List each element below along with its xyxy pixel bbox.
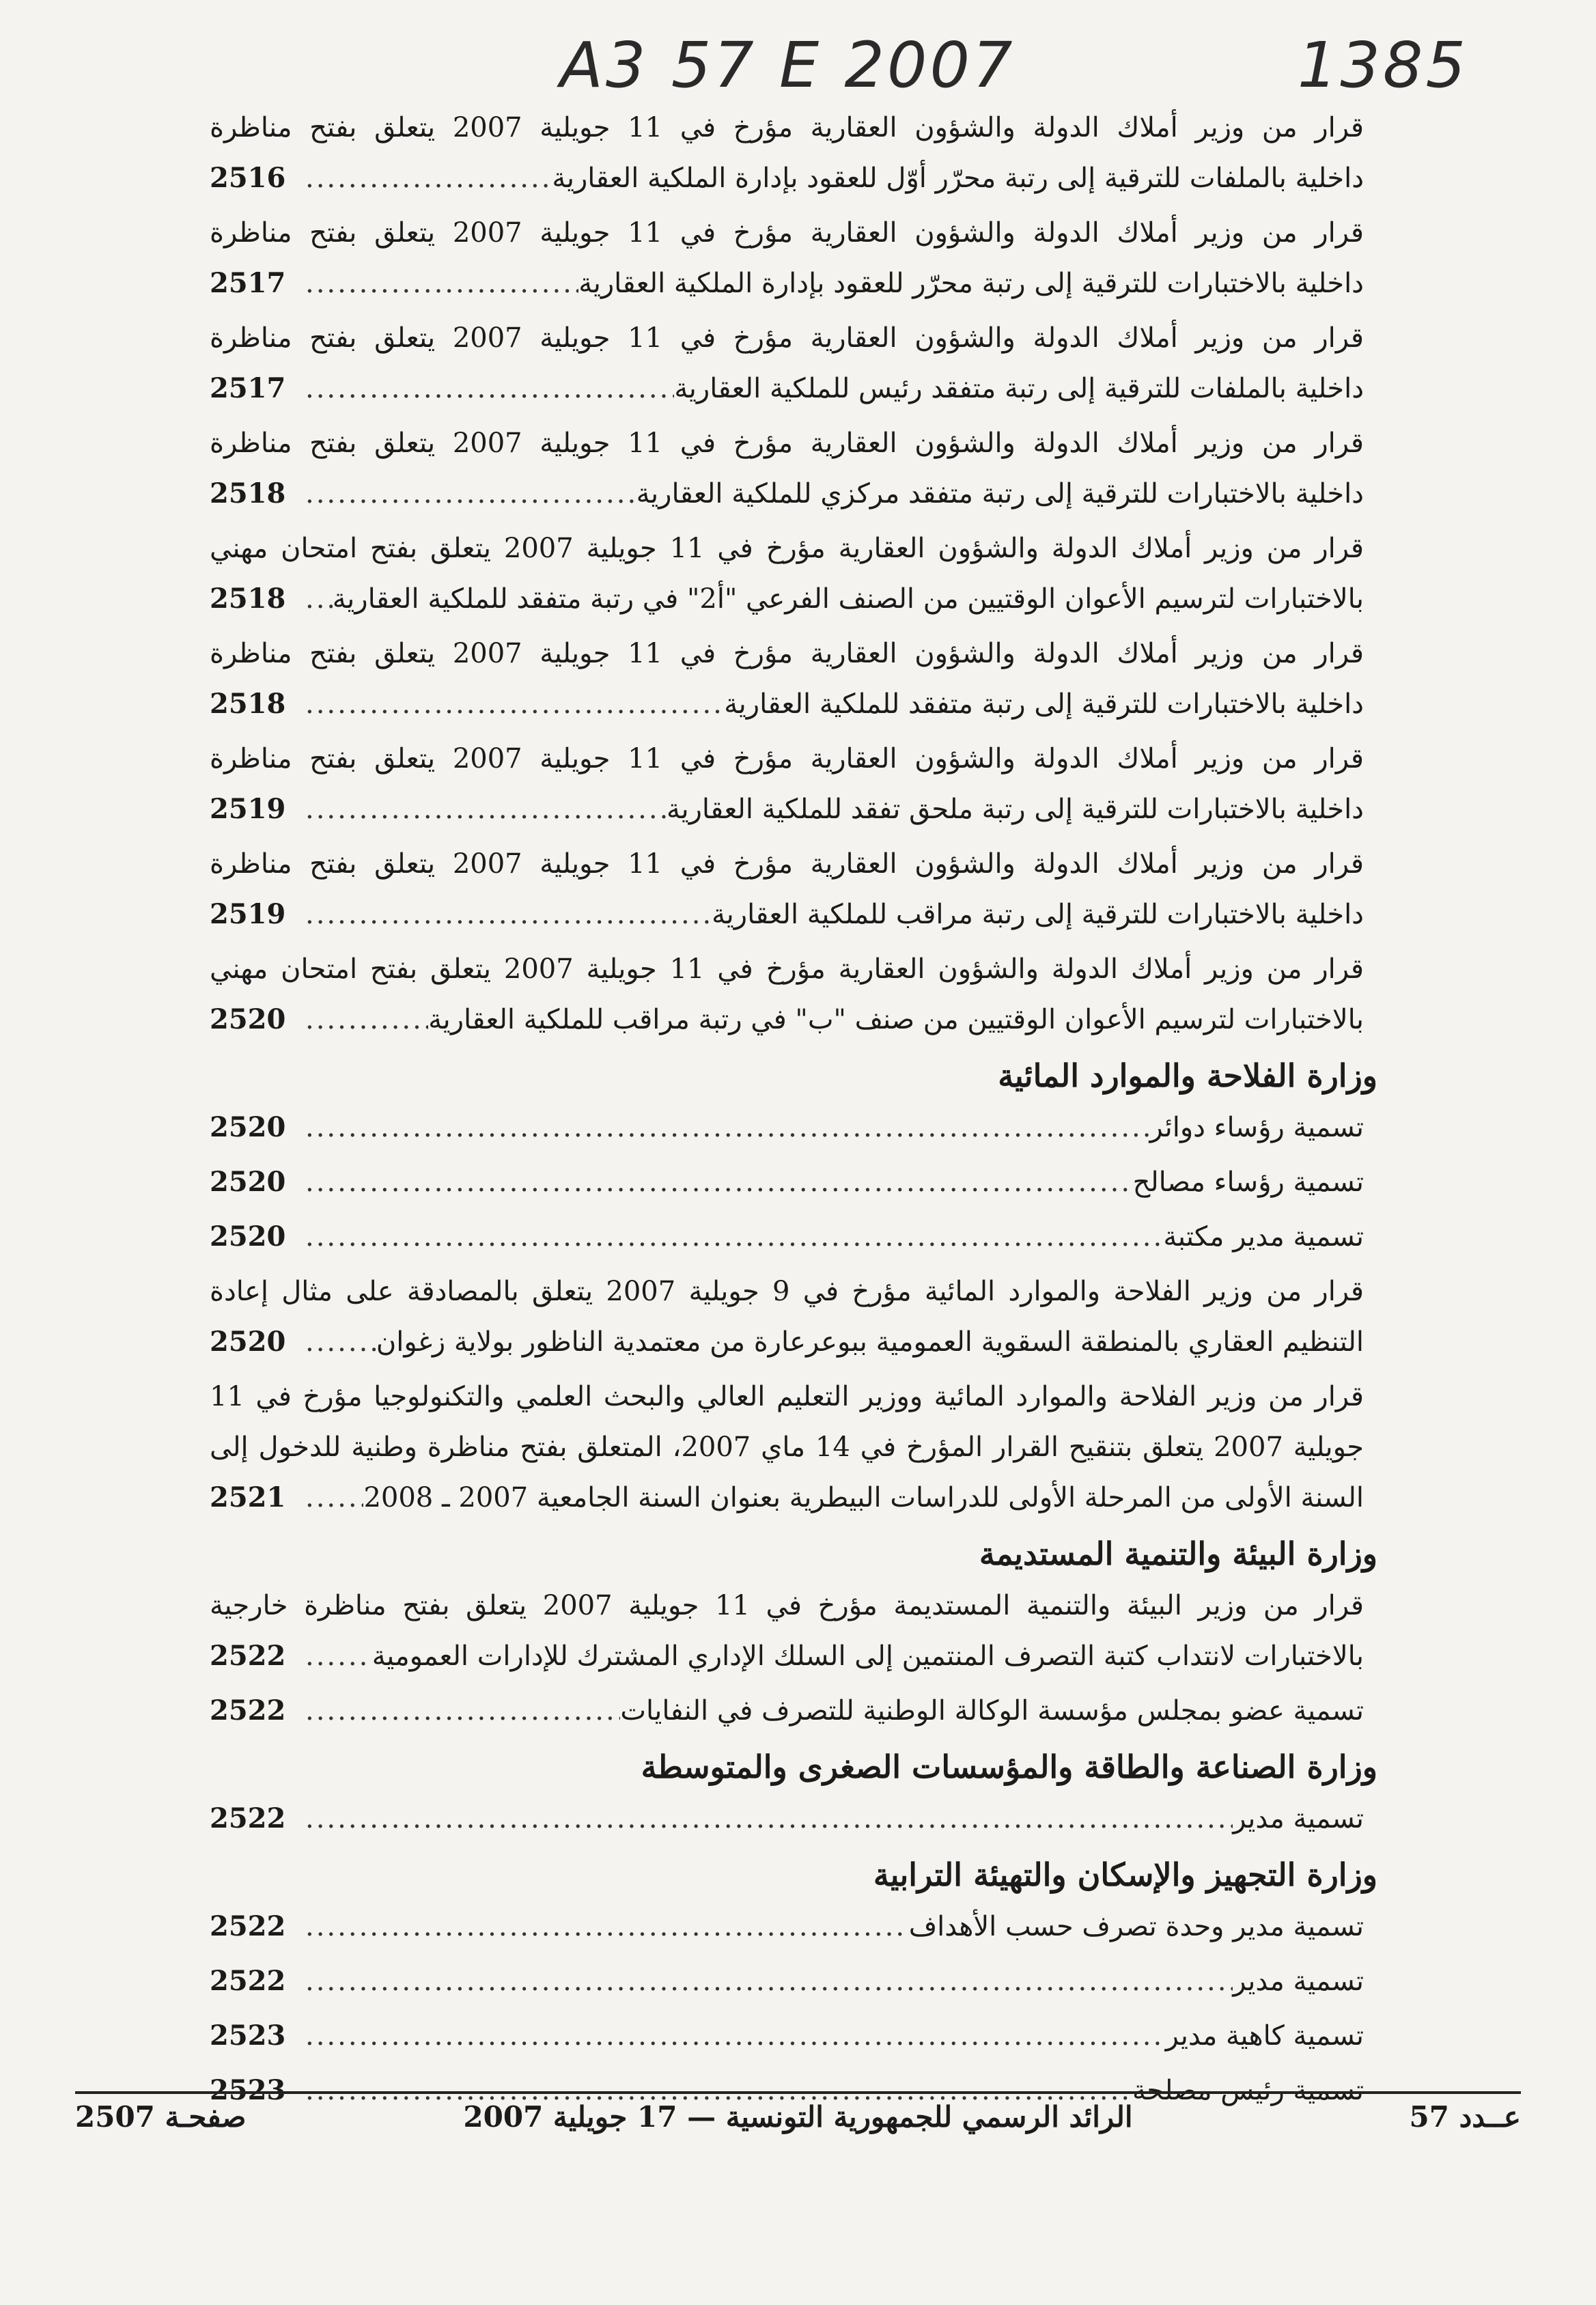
toc-entry (210, 313, 1364, 414)
entry-page-number: 2523 (210, 2020, 286, 2052)
entry-page-number: 2522 (210, 1965, 286, 1997)
entry-title: داخلية بالملفات للترقية إلى رتبة محرّر أوّل للعقود بإدارة الملكية العقارية (552, 163, 1364, 194)
entry-title: التنظيم العقاري بالمنطقة السقوية العمومية ببوعرعارة من معتمدية الناظور بولاية زغوان (376, 1326, 1364, 1358)
dot-leader (305, 1212, 1163, 1262)
toc-entry (210, 102, 1364, 204)
entry-page-number: 2521 (210, 1481, 286, 1513)
dot-leader (305, 1102, 1150, 1153)
dot-leader (305, 679, 724, 729)
entry-title: داخلية بالاختبارات للترقية إلى رتبة ملحق تفقد للملكية العقارية (667, 794, 1364, 825)
entry-final-line (210, 1793, 1364, 1844)
entry-final-line (210, 2011, 1364, 2061)
entry-page-number: 2522 (210, 1802, 286, 1834)
toc-entry (210, 1266, 1364, 1367)
entry-text-line: قرار من وزير أملاك الدولة والشؤون العقارية مؤرخ في 11 جويلية 2007 يتعلق بفتح امتحان مهني (210, 533, 1364, 564)
entry-text-line: قرار من وزير أملاك الدولة والشؤون العقارية مؤرخ في 11 جويلية 2007 يتعلق بفتح مناظرة (210, 428, 1364, 459)
toc-entry (210, 1371, 1364, 1523)
entry-final-line (210, 1686, 1364, 1736)
entry-text-line: قرار من وزير الفلاحة والموارد المائية مؤرخ في 9 جويلية 2007 يتعلق بالمصادقة على مثال إعادة (210, 1276, 1364, 1307)
toc-entry (210, 628, 1364, 729)
ministry-heading: وزارة التجهيز والإسكان والتهيئة الترابية (873, 1856, 1377, 1893)
entry-page-number: 2518 (210, 688, 286, 720)
entry-title: تسمية مدير (1233, 1966, 1364, 1997)
entry-final-line (210, 784, 1364, 835)
entry-page-number: 2522 (210, 1694, 286, 1727)
entry-page-number: 2517 (210, 267, 286, 299)
entry-page-number: 2520 (210, 1003, 286, 1035)
ministry-heading: وزارة البيئة والتنمية المستديمة (979, 1535, 1377, 1572)
dot-leader (305, 1686, 620, 1736)
entry-final-line (210, 1631, 1364, 1681)
dot-leader (305, 1793, 1233, 1844)
toc-entry (210, 1580, 1364, 1681)
entry-title: داخلية بالاختبارات للترقية إلى رتبة مراقب للملكية العقارية (712, 899, 1364, 930)
entry-page-number: 2519 (210, 898, 286, 930)
entry-page-number: 2520 (210, 1111, 286, 1143)
entry-final-line (210, 1317, 1364, 1367)
entry-title: بالاختبارات لترسيم الأعوان الوقتيين من الصنف الفرعي "أ2" في رتبة متفقد للملكية العقارية (332, 583, 1364, 615)
entry-page-number: 2516 (210, 162, 286, 194)
entry-text-line: قرار من وزير أملاك الدولة والشؤون العقارية مؤرخ في 11 جويلية 2007 يتعلق بفتح مناظرة (210, 217, 1364, 249)
dot-leader (305, 363, 674, 414)
toc-entry (210, 418, 1364, 519)
dot-leader (305, 889, 712, 940)
entry-final-line (210, 258, 1364, 309)
entry-title: داخلية بالملفات للترقية إلى رتبة متفقد رئيس للملكية العقارية (674, 373, 1364, 404)
toc-entry (210, 1212, 1364, 1262)
entry-final-line (210, 153, 1364, 204)
toc-entry (210, 1901, 1364, 1952)
dot-leader (305, 1901, 909, 1952)
footer-divider (75, 2091, 1521, 2094)
ministry-heading: وزارة الفلاحة والموارد المائية (998, 1057, 1377, 1094)
toc-entry (210, 734, 1364, 835)
toc-entry (210, 1157, 1364, 1207)
footer-issue-number: عــدد 57 (1409, 2100, 1521, 2134)
entry-final-line (210, 1901, 1364, 1952)
entry-text-line: قرار من وزير أملاك الدولة والشؤون العقارية مؤرخ في 11 جويلية 2007 يتعلق بفتح امتحان مهني (210, 953, 1364, 985)
entry-text-line: قرار من وزير أملاك الدولة والشؤون العقارية مؤرخ في 11 جويلية 2007 يتعلق بفتح مناظرة (210, 743, 1364, 774)
toc-entry (210, 523, 1364, 624)
entry-page-number: 2520 (210, 1166, 286, 1198)
entry-final-line (210, 469, 1364, 519)
dot-leader (305, 994, 428, 1045)
toc-entry (210, 1686, 1364, 1736)
footer-gazette-title: الرائد الرسمي للجمهورية التونسية — 17 جويلية 2007 (463, 2100, 1133, 2134)
entry-final-line (210, 1956, 1364, 2007)
dot-leader (305, 1472, 363, 1523)
entry-final-line (210, 1102, 1364, 1153)
entry-text-line: قرار من وزير أملاك الدولة والشؤون العقارية مؤرخ في 11 جويلية 2007 يتعلق بفتح مناظرة (210, 848, 1364, 880)
entry-text-line: جويلية 2007 يتعلق بتنقيح القرار المؤرخ في 14 ماي 2007، المتعلق بفتح مناظرة وطنية للدخول إلى (210, 1431, 1364, 1463)
entry-title: السنة الأولى من المرحلة الأولى للدراسات البيطرية بعنوان السنة الجامعية 2007 ـ 2008 (363, 1482, 1364, 1513)
dot-leader (305, 1956, 1233, 2007)
entry-final-line (210, 574, 1364, 624)
entry-page-number: 2519 (210, 793, 286, 825)
entry-page-number: 2520 (210, 1220, 286, 1253)
dot-leader (305, 1317, 376, 1367)
entry-final-line (210, 994, 1364, 1045)
entry-title: داخلية بالاختبارات للترقية إلى رتبة متفقد مركزي للملكية العقارية (636, 478, 1364, 509)
entry-page-number: 2518 (210, 583, 286, 615)
entry-title: بالاختبارات لانتداب كتبة التصرف المنتمين إلى السلك الإداري المشترك للإدارات العمومية (372, 1640, 1364, 1672)
entry-page-number: 2522 (210, 1640, 286, 1672)
toc-entry (210, 1793, 1364, 1844)
handwritten-reference: A3 57 E 2007 (560, 28, 1016, 102)
entry-text-line: قرار من وزير البيئة والتنمية المستديمة مؤرخ في 11 جويلية 2007 يتعلق بفتح مناظرة خارجية (210, 1590, 1364, 1621)
entry-final-line (210, 363, 1364, 414)
entry-title: تسمية مدير (1233, 1803, 1364, 1834)
entry-page-number: 2517 (210, 372, 286, 404)
entry-final-line (210, 889, 1364, 940)
dot-leader (305, 1631, 372, 1681)
dot-leader (305, 2011, 1166, 2061)
entry-title: تسمية مدير مكتبة (1163, 1221, 1364, 1253)
entry-page-number: 2522 (210, 1910, 286, 1942)
entry-text-line: قرار من وزير الفلاحة والموارد المائية ووزير التعليم العالي والبحث العلمي والتكنولوجيا مؤرخ في 11 (210, 1381, 1364, 1412)
dot-leader (305, 574, 333, 624)
entry-title: تسمية رؤساء مصالح (1132, 1167, 1364, 1198)
entry-final-line (210, 679, 1364, 729)
entry-title: بالاختبارات لترسيم الأعوان الوقتيين من صنف "ب" في رتبة مراقب للملكية العقارية (428, 1004, 1364, 1035)
entry-title: تسمية مدير وحدة تصرف حسب الأهداف (908, 1911, 1364, 1942)
footer-page-number: صفحـة 2507 (75, 2100, 247, 2134)
entry-text-line: قرار من وزير أملاك الدولة والشؤون العقارية مؤرخ في 11 جويلية 2007 يتعلق بفتح مناظرة (210, 322, 1364, 354)
dot-leader (305, 1157, 1133, 1207)
dot-leader (305, 469, 636, 519)
page-footer (75, 2100, 1521, 2148)
ministry-heading: وزارة الصناعة والطاقة والمؤسسات الصغرى والمتوسطة (641, 1748, 1377, 1785)
entry-page-number: 2518 (210, 477, 286, 509)
entry-text-line: قرار من وزير أملاك الدولة والشؤون العقارية مؤرخ في 11 جويلية 2007 يتعلق بفتح مناظرة (210, 112, 1364, 143)
table-of-contents (210, 102, 1377, 2120)
entry-title: تسمية رئيس مصلحة (1132, 2075, 1364, 2106)
entry-title: تسمية كاهية مدير (1165, 2020, 1364, 2052)
dot-leader (305, 258, 578, 309)
entry-title: داخلية بالاختبارات للترقية إلى رتبة محرّر للعقود بإدارة الملكية العقارية (578, 268, 1364, 299)
entry-page-number: 2520 (210, 1326, 286, 1358)
dot-leader (305, 153, 552, 204)
entry-text-line: قرار من وزير أملاك الدولة والشؤون العقارية مؤرخ في 11 جويلية 2007 يتعلق بفتح مناظرة (210, 638, 1364, 669)
dot-leader (305, 784, 667, 835)
entry-page-number: 2523 (210, 2074, 286, 2106)
toc-entry (210, 1102, 1364, 1153)
handwritten-number: 1385 (1297, 28, 1468, 102)
entry-final-line (210, 1472, 1364, 1523)
toc-entry (210, 839, 1364, 940)
entry-final-line (210, 1212, 1364, 1262)
handwritten-annotation (560, 20, 1468, 109)
toc-entry (210, 944, 1364, 1045)
toc-entry (210, 208, 1364, 309)
toc-entry (210, 2011, 1364, 2061)
entry-final-line (210, 1157, 1364, 1207)
entry-title: تسمية رؤساء دوائر (1149, 1112, 1364, 1143)
entry-title: تسمية عضو بمجلس مؤسسة الوكالة الوطنية للتصرف في النفايات (620, 1695, 1364, 1727)
toc-entry (210, 1956, 1364, 2007)
entry-title: داخلية بالاختبارات للترقية إلى رتبة متفقد للملكية العقارية (724, 688, 1364, 720)
